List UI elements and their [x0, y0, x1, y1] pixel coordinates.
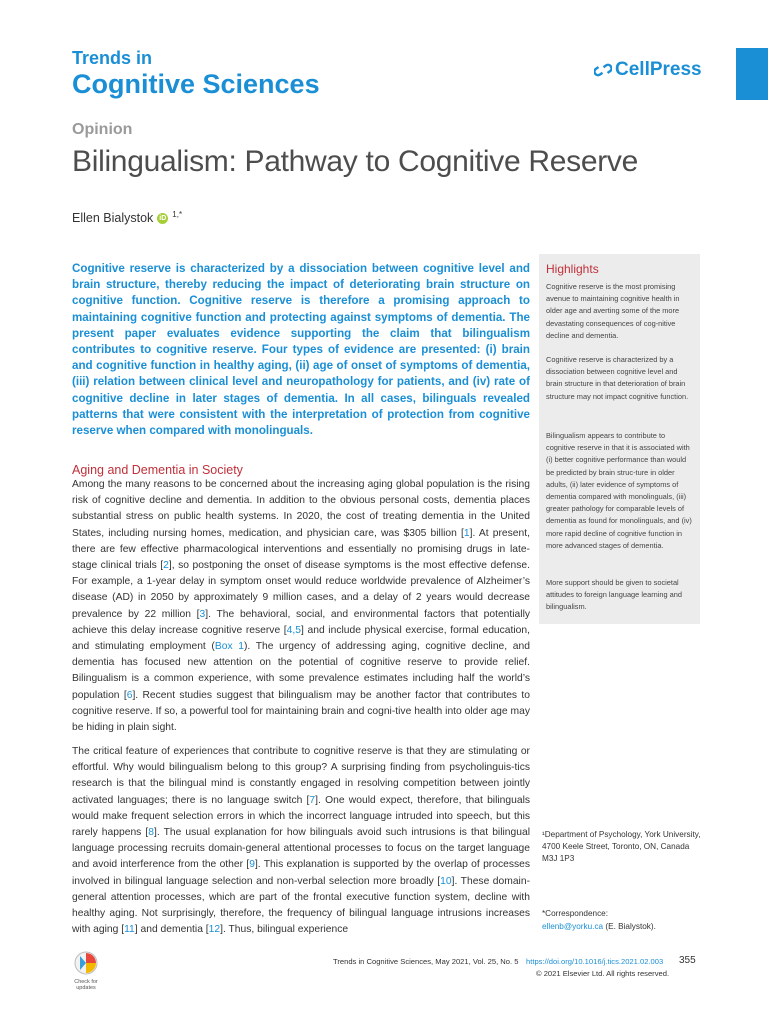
reference-link[interactable]: 12 — [208, 924, 221, 936]
correspondence-email-line: ellenb@yorku.ca (E. Bialystok). — [542, 922, 656, 931]
correspondence-label: *Correspondence: — [542, 909, 608, 918]
check-for-updates-badge[interactable] — [70, 950, 102, 992]
journal-name: Cognitive Sciences — [72, 69, 320, 99]
article-title: Bilingualism: Pathway to Cognitive Reserve — [72, 145, 638, 178]
author-affiliation-marks: 1,* — [172, 209, 183, 219]
author-name[interactable]: Ellen Bialystok — [72, 211, 154, 225]
reference-link[interactable]: 1 — [463, 527, 470, 539]
highlights-title: Highlights — [546, 262, 599, 276]
publisher-name: CellPress — [615, 59, 702, 80]
reference-link[interactable]: 6 — [126, 689, 133, 701]
footer-copyright: © 2021 Elsevier Ltd. All rights reserved. — [536, 969, 670, 978]
footer-doi-link[interactable]: https://doi.org/10.1016/j.tics.2021.02.003 — [526, 957, 664, 966]
reference-link[interactable]: 2 — [163, 560, 169, 572]
reference-link[interactable]: 3 — [199, 608, 206, 620]
article-type-label: Opinion — [72, 121, 133, 138]
highlight-item: More support should be given to societal attitudes to foreign language learning and bilingualism. — [546, 578, 683, 612]
reference-link[interactable]: 11 — [124, 924, 135, 936]
page-number: 355 — [679, 955, 696, 966]
highlight-item: Bilingualism appears to contribute to cognitive reserve in that it is associated with (i) better cognitive performance than would be predicted by brain struc-ture in older adults, (ii) later evidence of symptoms of dementia compared with monolinguals, (iii) greater pathology for comparable levels of dementia as found for monolinguals, and (iv) more rapid decline of cognitive function in more advanced stages of dementia. — [546, 431, 692, 550]
section-heading: Aging and Dementia in Society — [72, 463, 243, 477]
body-paragraph: The critical feature of experiences that contribute to cognitive reserve is that they are stimulating or effortful. Why would bilingualism belong to this group? A surprising finding from psycholinguis-tics research is that the bilingual mind is constantly engaged in resolving competition between jointly activated languages; there is no language switch [7]. One would expect, therefore, that bilinguals would make frequent selection errors in which the incorrect language intruded into speech, but this rarely happens [8]. The usual explanation for how bilinguals avoid such intrusions is that bilingual language processing recruits domain-general attentional processes to focus on the target language and avoid interference from the other [9]. This explanation is supported by the overlap of processes involved in bilingual language selection and non-verbal selection more broadly [10]. These domain-general attention processes, which are part of the frontal executive function system, decline with healthy aging. Not surprisingly, therefore, the frequency of bilingual language intrusions increases with aging [11] and dementia [12]. Thus, bilingual experience — [72, 746, 531, 936]
journal-name-prefix: Trends in — [72, 48, 153, 68]
abstract: Cognitive reserve is characterized by a dissociation between cognitive level and brain structure, thereby reducing the impact of deteriorating brain structure on cognitive function. Cognitive reserve is therefore a promising approach to maintaining cognitive function and protecting against symptoms of dementia. The present paper evaluates evidence supporting the claim that bilingualism contributes to cognitive reserve. Four types of evidence are presented: (i) brain and cognitive function in healthy aging, (ii) age of onset of symptoms of dementia, (iii) relation between clinical level and neuropathology for patients, and (iv) rate of cognitive decline in later stages of dementia. In all cases, bilinguals revealed patterns that were consistent with the interpretation of protection from cognitive reserve when compared with monolinguals. — [72, 262, 530, 438]
cellpress-logo — [594, 59, 702, 81]
cellpress-link-icon — [594, 62, 612, 78]
correspondence-email[interactable]: ellenb@yorku.ca — [542, 922, 604, 931]
author-affiliation: ¹Department of Psychology, York University, 4700 Keele Street, Toronto, ON, Canada M3J 1P3 — [542, 830, 701, 863]
reference-link[interactable]: 9 — [249, 859, 255, 871]
check-badge-line1: Check for — [74, 979, 98, 985]
check-for-updates-icon — [70, 950, 102, 992]
box-link[interactable]: Box 1 — [214, 641, 244, 653]
author-line — [72, 211, 182, 225]
footer-journal-info: Trends in Cognitive Sciences, May 2021, Vol. 25, No. 5 — [333, 957, 519, 966]
highlight-item: Cognitive reserve is the most promising avenue to maintaining cognitive health in older age and averting some of the more devastating consequences of cog-nitive decline and dementia. — [546, 282, 680, 340]
reference-link[interactable]: 10 — [440, 875, 452, 887]
reference-link[interactable]: 8 — [148, 827, 154, 839]
reference-link[interactable]: 7 — [309, 794, 316, 806]
body-paragraph: Among the many reasons to be concerned about the increasing aging global population is the rising risk of cognitive decline and dementia. In addition to the obvious personal costs, dementia places substantial stress on public health systems. In 2020, the cost of treating dementia in the United States, including nursing homes, medication, and physician care, was $305 billion [1]. At present, there are few effective pharmacological interventions and essentially no promising drugs in late-stage clinical trials [2], so postponing the onset of disease symptoms is the most effective defense. For example, a 1-year delay in symptom onset would reduce worldwide prevalence of Alzheimer’s disease (AD) in 2050 by approximately 9 million cases, and a delay of 2 years would decrease prevalence by 22 million [3]. The behavioral, social, and environmental factors that potentially achieve this delay increase cognitive reserve [4,5] and include physical exercise, formal education, and stimulating employment (Box 1). The urgency of addressing aging, cognitive decline, and dementia has focused new attention on the potential of cognitive reserve to provide relief. Bilingualism is a common experience, with some prevalence estimates including half the world’s population [6]. Recent studies suggest that bilingualism may be another factor that contributes to cognitive reserve. If so, a powerful tool for maintaining brain and cogni-tive health into older age may be hiding in plain sight. — [72, 479, 531, 734]
check-badge-line2: updates — [76, 985, 96, 991]
brand-corner-block — [736, 48, 768, 100]
reference-link[interactable]: 4,5 — [286, 624, 301, 636]
orcid-icon[interactable]: iD — [159, 214, 167, 222]
highlight-item: Cognitive reserve is characterized by a dissociation between cognitive level and brain structure in that deterioration of brain structure may not impact cognitive function. — [546, 355, 689, 401]
